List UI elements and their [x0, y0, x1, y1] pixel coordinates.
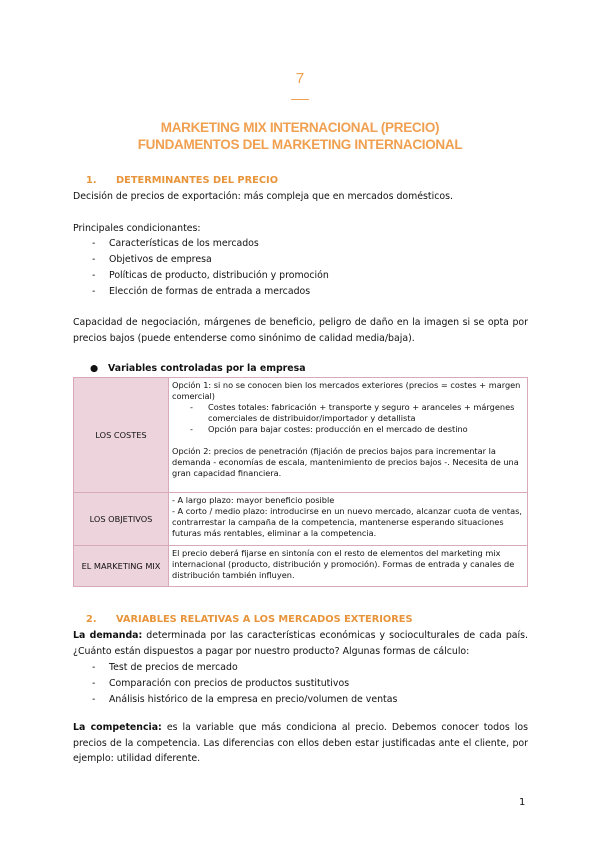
list-item: - Comparación con precios de productos sustitutivos	[92, 678, 350, 689]
row-label: EL MARKETING MIX	[74, 546, 169, 587]
list-item: - Test de precios de mercado	[92, 662, 238, 673]
list-item: - Opción para bajar costes: producción en el mercado de destino	[190, 424, 468, 434]
section-heading-2	[86, 614, 413, 625]
list-item: - Elección de formas de entrada a mercados	[92, 286, 311, 297]
section-title: VARIABLES RELATIVAS A LOS MERCADOS EXTERIORES	[116, 614, 413, 625]
list-intro: Principales condicionantes:	[73, 223, 201, 234]
conditions-list	[92, 236, 329, 300]
demand-methods-list	[92, 660, 397, 708]
variables-table	[73, 377, 528, 587]
list-item: - Políticas de producto, distribución y promoción	[92, 270, 329, 281]
section-title: DETERMINANTES DEL PRECIO	[116, 175, 279, 186]
chapter-number: 7	[295, 70, 305, 87]
page-subtitle: FUNDAMENTOS DEL MARKETING INTERNACIONAL	[137, 137, 463, 152]
list-item: - Costes totales: fabricación + transporte y seguro + aranceles + márgenes comerciales de distribuidor/importador y detallista	[190, 402, 515, 423]
section-number: 1.	[86, 175, 97, 186]
row-label: LOS COSTES	[74, 378, 169, 493]
list-item: - Objetivos de empresa	[92, 254, 212, 265]
bullet-icon: ●	[90, 363, 99, 374]
table-row	[74, 378, 528, 493]
cost-sublist	[172, 402, 524, 435]
page-number: 1	[519, 797, 526, 808]
competition-paragraph: La competencia: es la variable que más condiciona al precio. Debemos conocer todos los precios de la competencia. Las diferencias con ellos deben estar justificadas ante el cliente, por ejemplo: utilidad diferente.	[73, 722, 528, 764]
list-item: - Características de los mercados	[92, 238, 259, 249]
table-row	[74, 493, 528, 546]
row-content: Opción 1: si no se conocen bien los mercados exteriores (precios = costes + margen comercial) - Costes totales: fabricación + transporte y seguro + aranceles + márgenes comerciales de distribuidor/importador y detallista - Opción para bajar costes: producción en el mercado de destino Opción 2: precios de penetración (fijación de precios bajos para incrementar la demanda - economías de escala, mantenimiento de precios bajos -. Necesita de una gran capacidad financiera.	[169, 378, 528, 493]
chapter-divider	[291, 99, 309, 100]
section-number: 2.	[86, 614, 97, 625]
intro-text: Decisión de precios de exportación: más compleja que en mercados domésticos.	[73, 191, 453, 202]
row-content: - A largo plazo: mayor beneficio posible - A corto / medio plazo: introducirse en un nuevo mercado, alcanzar cuota de ventas, contrarrestar la campaña de la competencia, mantenerse esperando situaciones futuras más rentables, eliminar a la competencia.	[169, 493, 528, 546]
demand-paragraph: La demanda: determinada por las características económicas y socioculturales de cada país. ¿Cuánto están dispuestos a pagar por nuestro producto? Algunas formas de cálculo:	[73, 630, 528, 657]
section-heading-1	[86, 175, 278, 186]
table-row	[74, 546, 528, 587]
list-item: - Análisis histórico de la empresa en precio/volumen de ventas	[92, 694, 398, 705]
row-content: El precio deberá fijarse en sintonía con el resto de elementos del marketing mix internacional (producto, distribución y promoción). Formas de entrada y canales de distribución también influyen.	[169, 546, 528, 587]
page-title: MARKETING MIX INTERNACIONAL (PRECIO)	[160, 120, 440, 135]
paragraph: Capacidad de negociación, márgenes de beneficio, peligro de daño en la imagen si se opta por precios bajos (puede entenderse como sinónimo de calidad media/baja).	[73, 317, 528, 344]
row-label: LOS OBJETIVOS	[74, 493, 169, 546]
bullet-heading: ● Variables controladas por la empresa	[90, 363, 306, 374]
